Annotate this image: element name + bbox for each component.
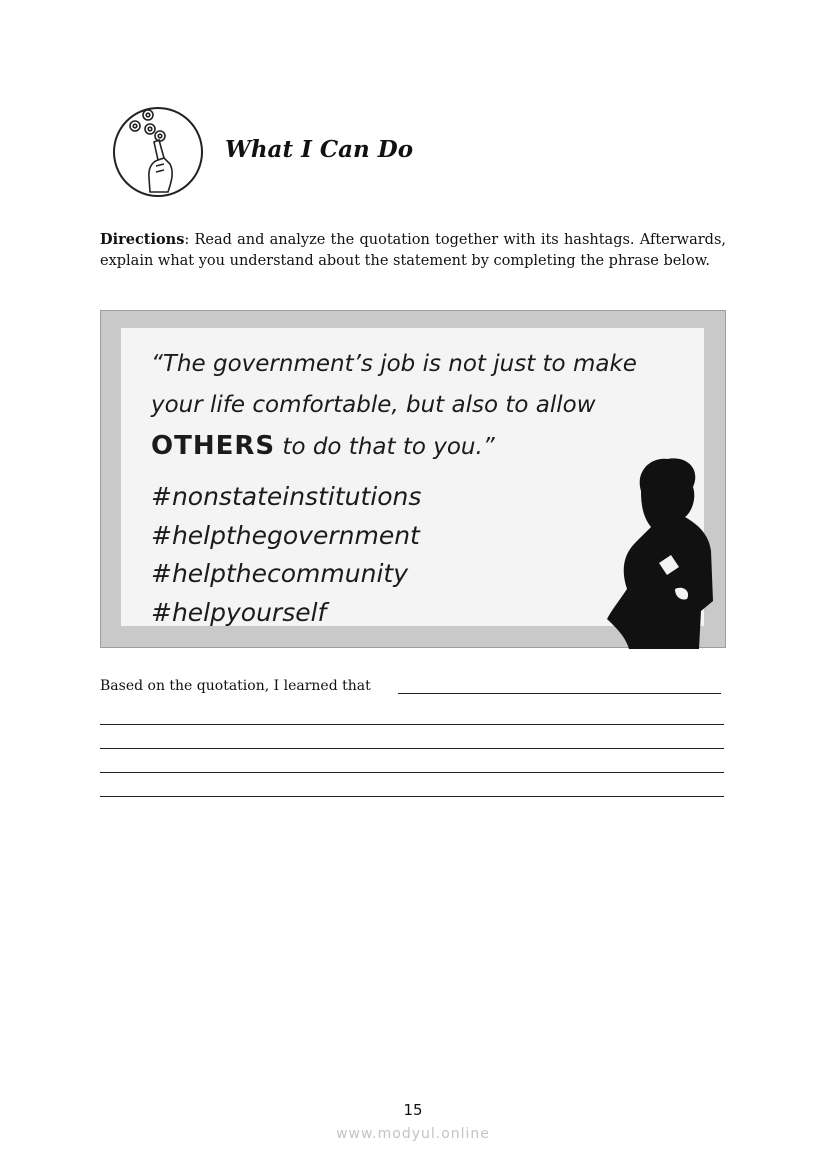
hashtag: #nonstateinstitutions — [151, 482, 422, 511]
answer-line[interactable] — [100, 772, 724, 773]
section-title: What I Can Do — [225, 136, 414, 163]
directions-paragraph — [100, 229, 726, 272]
answer-line[interactable] — [100, 724, 724, 725]
hashtag-list — [151, 478, 421, 632]
prompt-text: Based on the quotation, I learned that — [100, 678, 371, 694]
quotation — [151, 344, 671, 468]
woman-silhouette-illustration — [601, 451, 727, 649]
directions-text: : Read and analyze the quotation together with its hashtags. Afterwards, explain what you understand about the statement by completing the phrase below. — [100, 232, 726, 269]
quote-card — [100, 310, 726, 648]
watermark: www.modyul.online — [336, 1126, 490, 1142]
hashtag: #helpthecommunity — [151, 559, 408, 588]
hashtag: #helpyourself — [151, 597, 327, 627]
directions-label: Directions — [100, 231, 185, 248]
answer-line[interactable] — [100, 748, 724, 749]
quotation-part-1: “The government’s job is not just to make your life comfortable, but also to allow — [151, 351, 637, 418]
answer-blank[interactable] — [398, 693, 721, 694]
quotation-emphasis: OTHERS — [151, 431, 276, 461]
hand-with-gears-icon — [112, 106, 204, 198]
hashtag: #helpthegovernment — [151, 520, 420, 550]
answer-line[interactable] — [100, 796, 724, 797]
page-number: 15 — [403, 1101, 423, 1119]
quotation-part-2: to do that to you.” — [275, 434, 495, 460]
prompt-row — [100, 678, 724, 700]
